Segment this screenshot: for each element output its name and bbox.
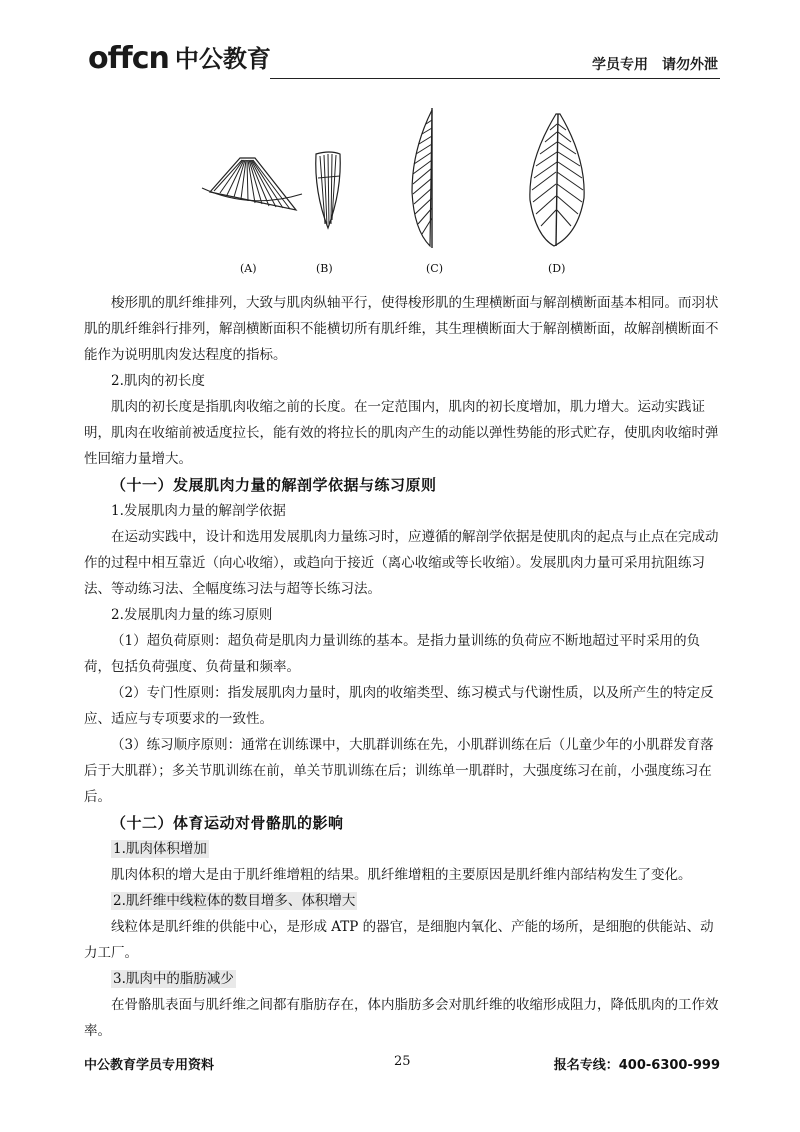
paragraph-order-principle: （3）练习顺序原则：通常在训练课中，大肌群训练在先，小肌群训练在后（儿童少年的小肌群发育落后于大肌群）；多关节肌训练在前，单关节肌训练在后；训练单一肌群时，大强度练习在前，小强度练习在后。 — [84, 737, 714, 805]
page-content — [84, 290, 720, 1044]
paragraph-overload-principle: （1）超负荷原则：超负荷是肌肉力量训练的基本。是指力量训练的负荷应不断地超过平时采用的负荷，包括负荷强度、负荷量和频率。 — [84, 633, 701, 675]
paragraph-mitochondria: 线粒体是肌纤维的供能中心，是形成 ATP 的器官，是细胞内氧化、产能的场所，是细胞的供能站、动力工厂。 — [84, 919, 714, 961]
subheading-initial-length: 2.肌肉的初长度 — [111, 373, 205, 389]
figure-d-bipennate-muscle — [530, 114, 584, 246]
subheading-training-principles: 2.发展肌肉力量的练习原则 — [111, 607, 273, 623]
footer-left-text: 中公教育学员专用资料 — [84, 1058, 215, 1073]
page-header — [80, 36, 720, 84]
paragraph-muscle-fiber-arrangement: 梭形肌的肌纤维排列，大致与肌肉纵轴平行，使得梭形肌的生理横断面与解剖横断面基本相同。而羽状肌的肌纤维斜行排列，解剖横断面积不能横切所有肌纤维，其生理横断面大于解剖横断面，故解剖横断面不能作为说明肌肉发达程度的指标。 — [84, 295, 719, 363]
section-heading-11: （十一）发展肌肉力量的解剖学依据与练习原则 — [111, 476, 437, 494]
page-footer — [84, 1054, 720, 1076]
footer-hotline: 报名专线：400-6300-999 — [553, 1058, 720, 1073]
subheading-anatomical-basis: 1.发展肌肉力量的解剖学依据 — [111, 503, 286, 519]
subheading-muscle-volume: 1.肌肉体积增加 — [113, 841, 207, 857]
header-tags — [592, 54, 718, 74]
figure-c-unipennate-muscle — [412, 108, 432, 248]
offcn-logo — [88, 36, 271, 78]
paragraph-fat-reduction: 在骨骼肌表面与肌纤维之间都有脂肪存在，体内脂肪多会对肌纤维的收缩形成阻力，降低肌肉的工作效率。 — [84, 997, 719, 1039]
section-heading-12: （十二）体育运动对骨骼肌的影响 — [111, 814, 344, 832]
header-tag-confidential: 请勿外泄 — [662, 57, 718, 73]
subheading-fat-reduction: 3.肌肉中的脂肪减少 — [113, 971, 234, 987]
muscle-diagrams — [200, 100, 620, 280]
figure-a-fan-muscle — [202, 158, 302, 210]
figure-label-c: (C) — [426, 262, 443, 275]
page-number: 25 — [394, 1054, 411, 1069]
paragraph-initial-length: 肌肉的初长度是指肌肉收缩之前的长度。在一定范围内，肌肉的初长度增加，肌力增大。运动实践证明，肌肉在收缩前被适度拉长，能有效的将拉长的肌肉产生的动能以弹性势能的形式贮存，使肌肉收缩时弹性回缩力量增大。 — [84, 399, 719, 467]
paragraph-muscle-volume: 肌肉体积的增大是由于肌纤维增粗的结果。肌纤维增粗的主要原因是肌纤维内部结构发生了变化。 — [111, 867, 692, 883]
logo-text-cn: 中公教育 — [174, 45, 271, 73]
figure-label-b: (B) — [316, 262, 333, 275]
figure-label-a: (A) — [240, 262, 257, 275]
subheading-mitochondria: 2.肌纤维中线粒体的数目增多、体积增大 — [113, 893, 356, 909]
header-tag-students-only: 学员专用 — [592, 57, 648, 73]
paragraph-specificity-principle: （2）专门性原则：指发展肌肉力量时，肌肉的收缩类型、练习模式与代谢性质，以及所产生的特定反应、适应与专项要求的一致性。 — [84, 685, 714, 727]
muscle-shape-figures — [200, 100, 620, 280]
figure-label-d: (D) — [548, 262, 566, 275]
figure-b-fusiform-muscle — [316, 152, 341, 228]
header-divider — [270, 78, 720, 79]
paragraph-anatomical-basis: 在运动实践中，设计和选用发展肌肉力量练习时，应遵循的解剖学依据是使肌肉的起点与止点在完成动作的过程中相互靠近（向心收缩），或趋向于接近（离心收缩或等长收缩）。发展肌肉力量可采用抗阻练习法、等动练习法、全幅度练习法与超等长练习法。 — [84, 529, 719, 597]
logo-text-en: offcn — [88, 41, 169, 76]
